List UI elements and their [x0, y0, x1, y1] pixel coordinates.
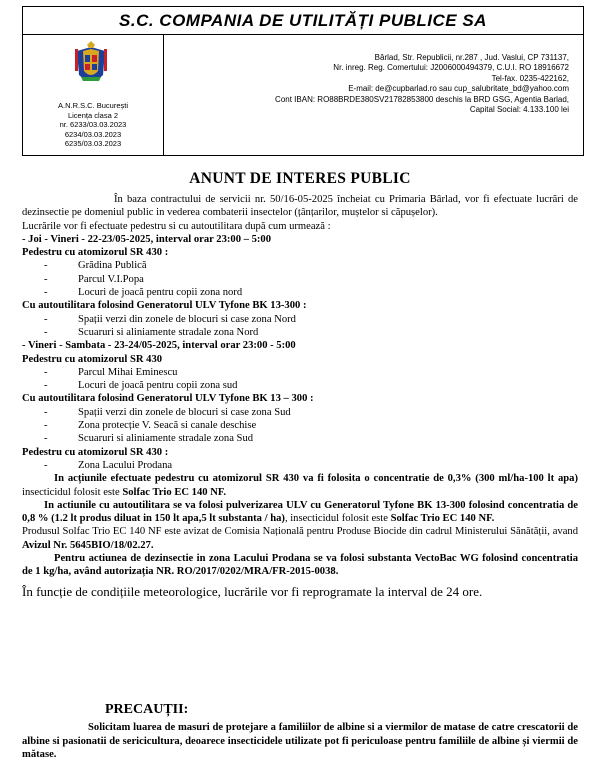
weather-note: În funcție de condițiile meteorologice, lucrările vor fi reprogramate la interval de 24 ore. — [22, 583, 483, 599]
period-2-heading: - Vineri - Sambata - 23-24/05-2025, interval orar 23:00 - 5:00 — [22, 340, 296, 352]
list-item: - Locuri de joacă pentru copii zona sud — [44, 380, 238, 392]
p2-pedestrian-heading: Pedestru cu atomizorul SR 430 — [22, 353, 163, 365]
contact-panel — [163, 35, 583, 155]
iban-line: Cont IBAN: RO88BRDE380SV21782853800 deschis la BRD GSG, Agentia Barlad, — [275, 94, 569, 104]
intro-line: Lucrările vor fi efectuate pedestru si cu autoutilitara după cum urmează : — [22, 220, 331, 232]
precautions-text: Solicitam luarea de masuri de protejare a familiilor de albine si a viermilor de matase de catre crescatorii de albine si pasionatii de sericicultura, deoarece insecticidele utilizate pot fi periculoase pentru familiile de albine și viermii de mătase. — [22, 722, 578, 760]
list-item: - Scuaruri si aliniamente stradale zona Nord — [44, 326, 259, 338]
concentration-pedestrian: In acțiunile efectuate pedestru cu atomizorul SR 430 va fi folosita o concentratie de 0,3% (300 ml/ha-100 lt apa) insecticidul folosit este Solfac Trio EC 140 NF. — [22, 473, 578, 498]
license-panel — [23, 35, 164, 155]
registry-line: Nr. inreg. Reg. Comertului: J2006000494379, C.U.I. RO 18916672 — [333, 63, 569, 73]
list-item: - Parcul V.I.Popa — [44, 273, 144, 285]
list-item: - Spații verzi din zonele de blocuri si case zona Sud — [44, 406, 291, 418]
list-item: - Zona Lacului Prodana — [44, 459, 173, 471]
romania-crest-icon — [73, 41, 109, 89]
p3-pedestrian-heading: Pedestru cu atomizorul SR 430 : — [22, 446, 169, 458]
list-item: - Spații verzi din zonele de blocuri si case zona Nord — [44, 313, 296, 325]
intro-paragraph: În baza contractului de servicii nr. 50/16-05-2025 încheiat cu Primaria Bârlad, vor fi efectuate lucrări de dezinsectie pe domeniul public in vederea combaterii insectelor (țânțarilor, muștelor si căpușelor). — [22, 194, 578, 219]
header-box — [22, 34, 584, 156]
page-title: ANUNT DE INTERES PUBLIC — [189, 170, 411, 187]
license-line: 6234/03.03.2023 — [64, 129, 122, 139]
capital-line: Capital Social: 4.133.100 lei — [469, 105, 569, 115]
list-item: - Locuri de joacă pentru copii zona nord — [44, 287, 243, 299]
p2-vehicle-heading: Cu autoutilitara folosind Generatorul ULV Tyfone BK 13 – 300 : — [22, 393, 314, 405]
p1-pedestrian-heading: Pedestru cu atomizorul SR 430 : — [22, 247, 169, 259]
license-line: nr. 6233/03.03.2023 — [59, 120, 127, 129]
list-item: - Grădina Publică — [44, 260, 147, 272]
license-line: Licența clasa 2 — [67, 110, 119, 120]
announcement-body — [22, 193, 578, 600]
precautions-title: PRECAUȚII: — [105, 702, 189, 717]
license-line: 6235/03.03.2023 — [64, 139, 122, 148]
license-line: A.N.R.S.C. București — [57, 101, 129, 110]
list-item: - Parcul Mihai Eminescu — [44, 366, 178, 378]
phone-line: Tel-fax. 0235-422162, — [491, 73, 569, 83]
product-approval: Produsul Solfac Trio EC 140 NF este avizat de Comisia Națională pentru Produse Biocide din cadrul Ministerului Sănătății, avand Avizul Nr. 5645BIO/18/02.27. — [22, 526, 578, 551]
email-line: E-mail: de@cupbarlad.ro sau cup_salubritate_bd@yahoo.com — [348, 84, 569, 94]
period-1-heading: - Joi - Vineri - 22-23/05-2025, interval orar 23:00 – 5:00 — [22, 233, 272, 245]
list-item: - Zona protecție V. Seacă si canale deschise — [44, 420, 257, 432]
address-line: Bârlad, Str. Republicii, nr.287 , Jud. Vaslui, CP 731137, — [374, 53, 569, 62]
company-name: S.C. COMPANIA DE UTILITĂȚI PUBLICE SA — [22, 6, 584, 35]
p1-vehicle-heading: Cu autoutilitara folosind Generatorul ULV Tyfone BK 13-300 : — [22, 300, 307, 312]
list-item: - Scuaruri si aliniamente stradale zona Sud — [44, 433, 254, 445]
concentration-vehicle: In actiunile cu autoutilitara se va folosi pulverizarea ULV cu Generatorul Tyfone BK 13-300 folosind concentratia de 0,8 % (1.2 lt produs diluat in 150 lt apa,5 lt substanta / ha), insecticidul folosit este Solfac Trio EC 140 NF. — [22, 499, 578, 525]
lake-treatment: Pentru actiunea de dezinsectie in zona Lacului Prodana se va folosi substanta VectoBac WG folosind concentratia de 1 kg/ha, având autorizația NR. RO/2017/0202/MRA/FR-2015-0038. — [22, 553, 578, 578]
